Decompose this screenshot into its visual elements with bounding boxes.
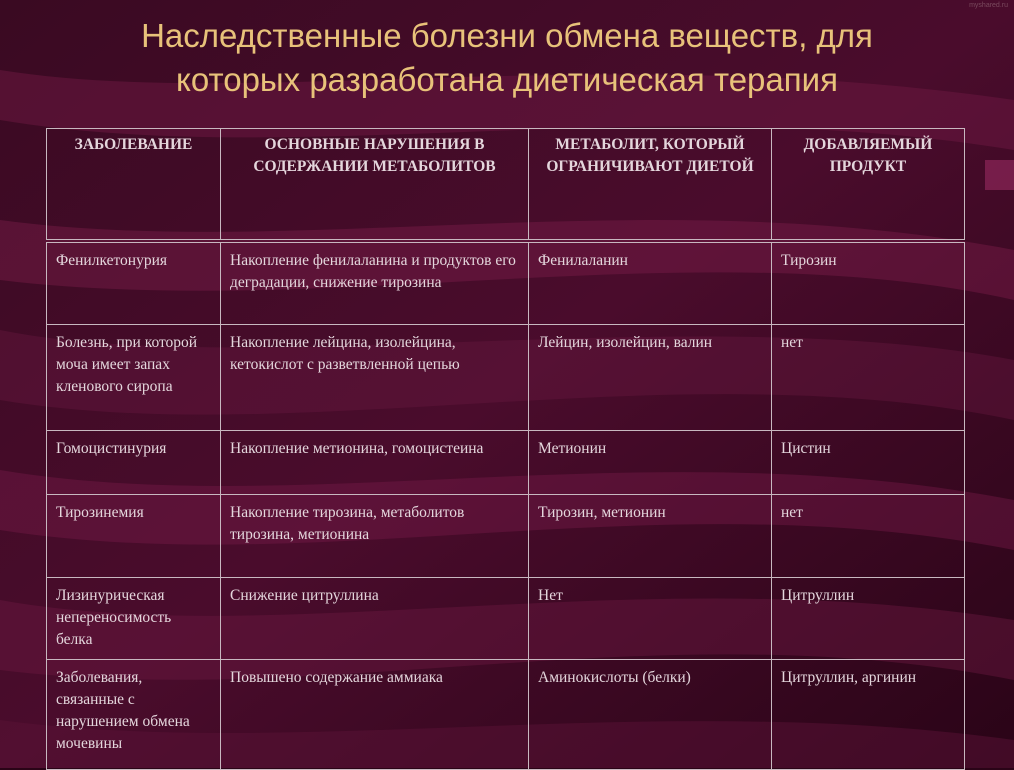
header-restricted-metabolite: МЕТАБОЛИТ, КОТОРЫЙ ОГРАНИЧИВАЮТ ДИЕТОЙ [529,129,772,241]
table-row [47,241,965,325]
cell-disorders: Накопление тирозина, метаболитов тирозина, метионина [221,495,529,578]
cell-restricted: Метионин [529,431,772,495]
cell-disease: Заболевания, связанные с нарушением обмена мочевины [47,660,221,770]
cell-added: Цистин [772,431,965,495]
table-row [47,325,965,431]
cell-disorders: Снижение цитруллина [221,578,529,660]
table-row [47,431,965,495]
cell-added: Цитруллин, аргинин [772,660,965,770]
cell-disease: Гомоцистинурия [47,431,221,495]
title-line-1: Наследственные болезни обмена веществ, для [141,17,873,54]
table-row [47,578,965,660]
cell-added: нет [772,325,965,431]
watermark: myshared.ru [969,2,1008,9]
header-added-product: ДОБАВЛЯЕМЫЙ ПРОДУКТ [772,129,965,241]
cell-added: Тирозин [772,241,965,325]
cell-restricted: Аминокислоты (белки) [529,660,772,770]
title-line-2: которых разработана диетическая терапия [176,61,838,98]
table-row [47,660,965,770]
header-disorders: ОСНОВНЫЕ НАРУШЕНИЯ В СОДЕРЖАНИИ МЕТАБОЛИТОВ [221,129,529,241]
cell-disease: Лизинурическая непереносимость белка [47,578,221,660]
table-header-row [47,129,965,241]
cell-disease: Фенилкетонурия [47,241,221,325]
cell-disorders: Накопление метионина, гомоцистеина [221,431,529,495]
cell-disorders: Накопление фенилаланина и продуктов его деградации, снижение тирозина [221,241,529,325]
table-row [47,495,965,578]
disease-table [46,128,965,770]
cell-restricted: Тирозин, метионин [529,495,772,578]
cell-added: Цитруллин [772,578,965,660]
cell-restricted: Лейцин, изолейцин, валин [529,325,772,431]
cell-disease: Болезнь, при которой моча имеет запах кленового сиропа [47,325,221,431]
cell-disease: Тирозинемия [47,495,221,578]
header-disease: ЗАБОЛЕВАНИЕ [47,129,221,241]
cell-disorders: Повышено содержание аммиака [221,660,529,770]
cell-disorders: Накопление лейцина, изолейцина, кетокислот с разветвленной цепью [221,325,529,431]
page-title [0,14,1014,102]
cell-restricted: Нет [529,578,772,660]
cell-added: нет [772,495,965,578]
cell-restricted: Фенилаланин [529,241,772,325]
